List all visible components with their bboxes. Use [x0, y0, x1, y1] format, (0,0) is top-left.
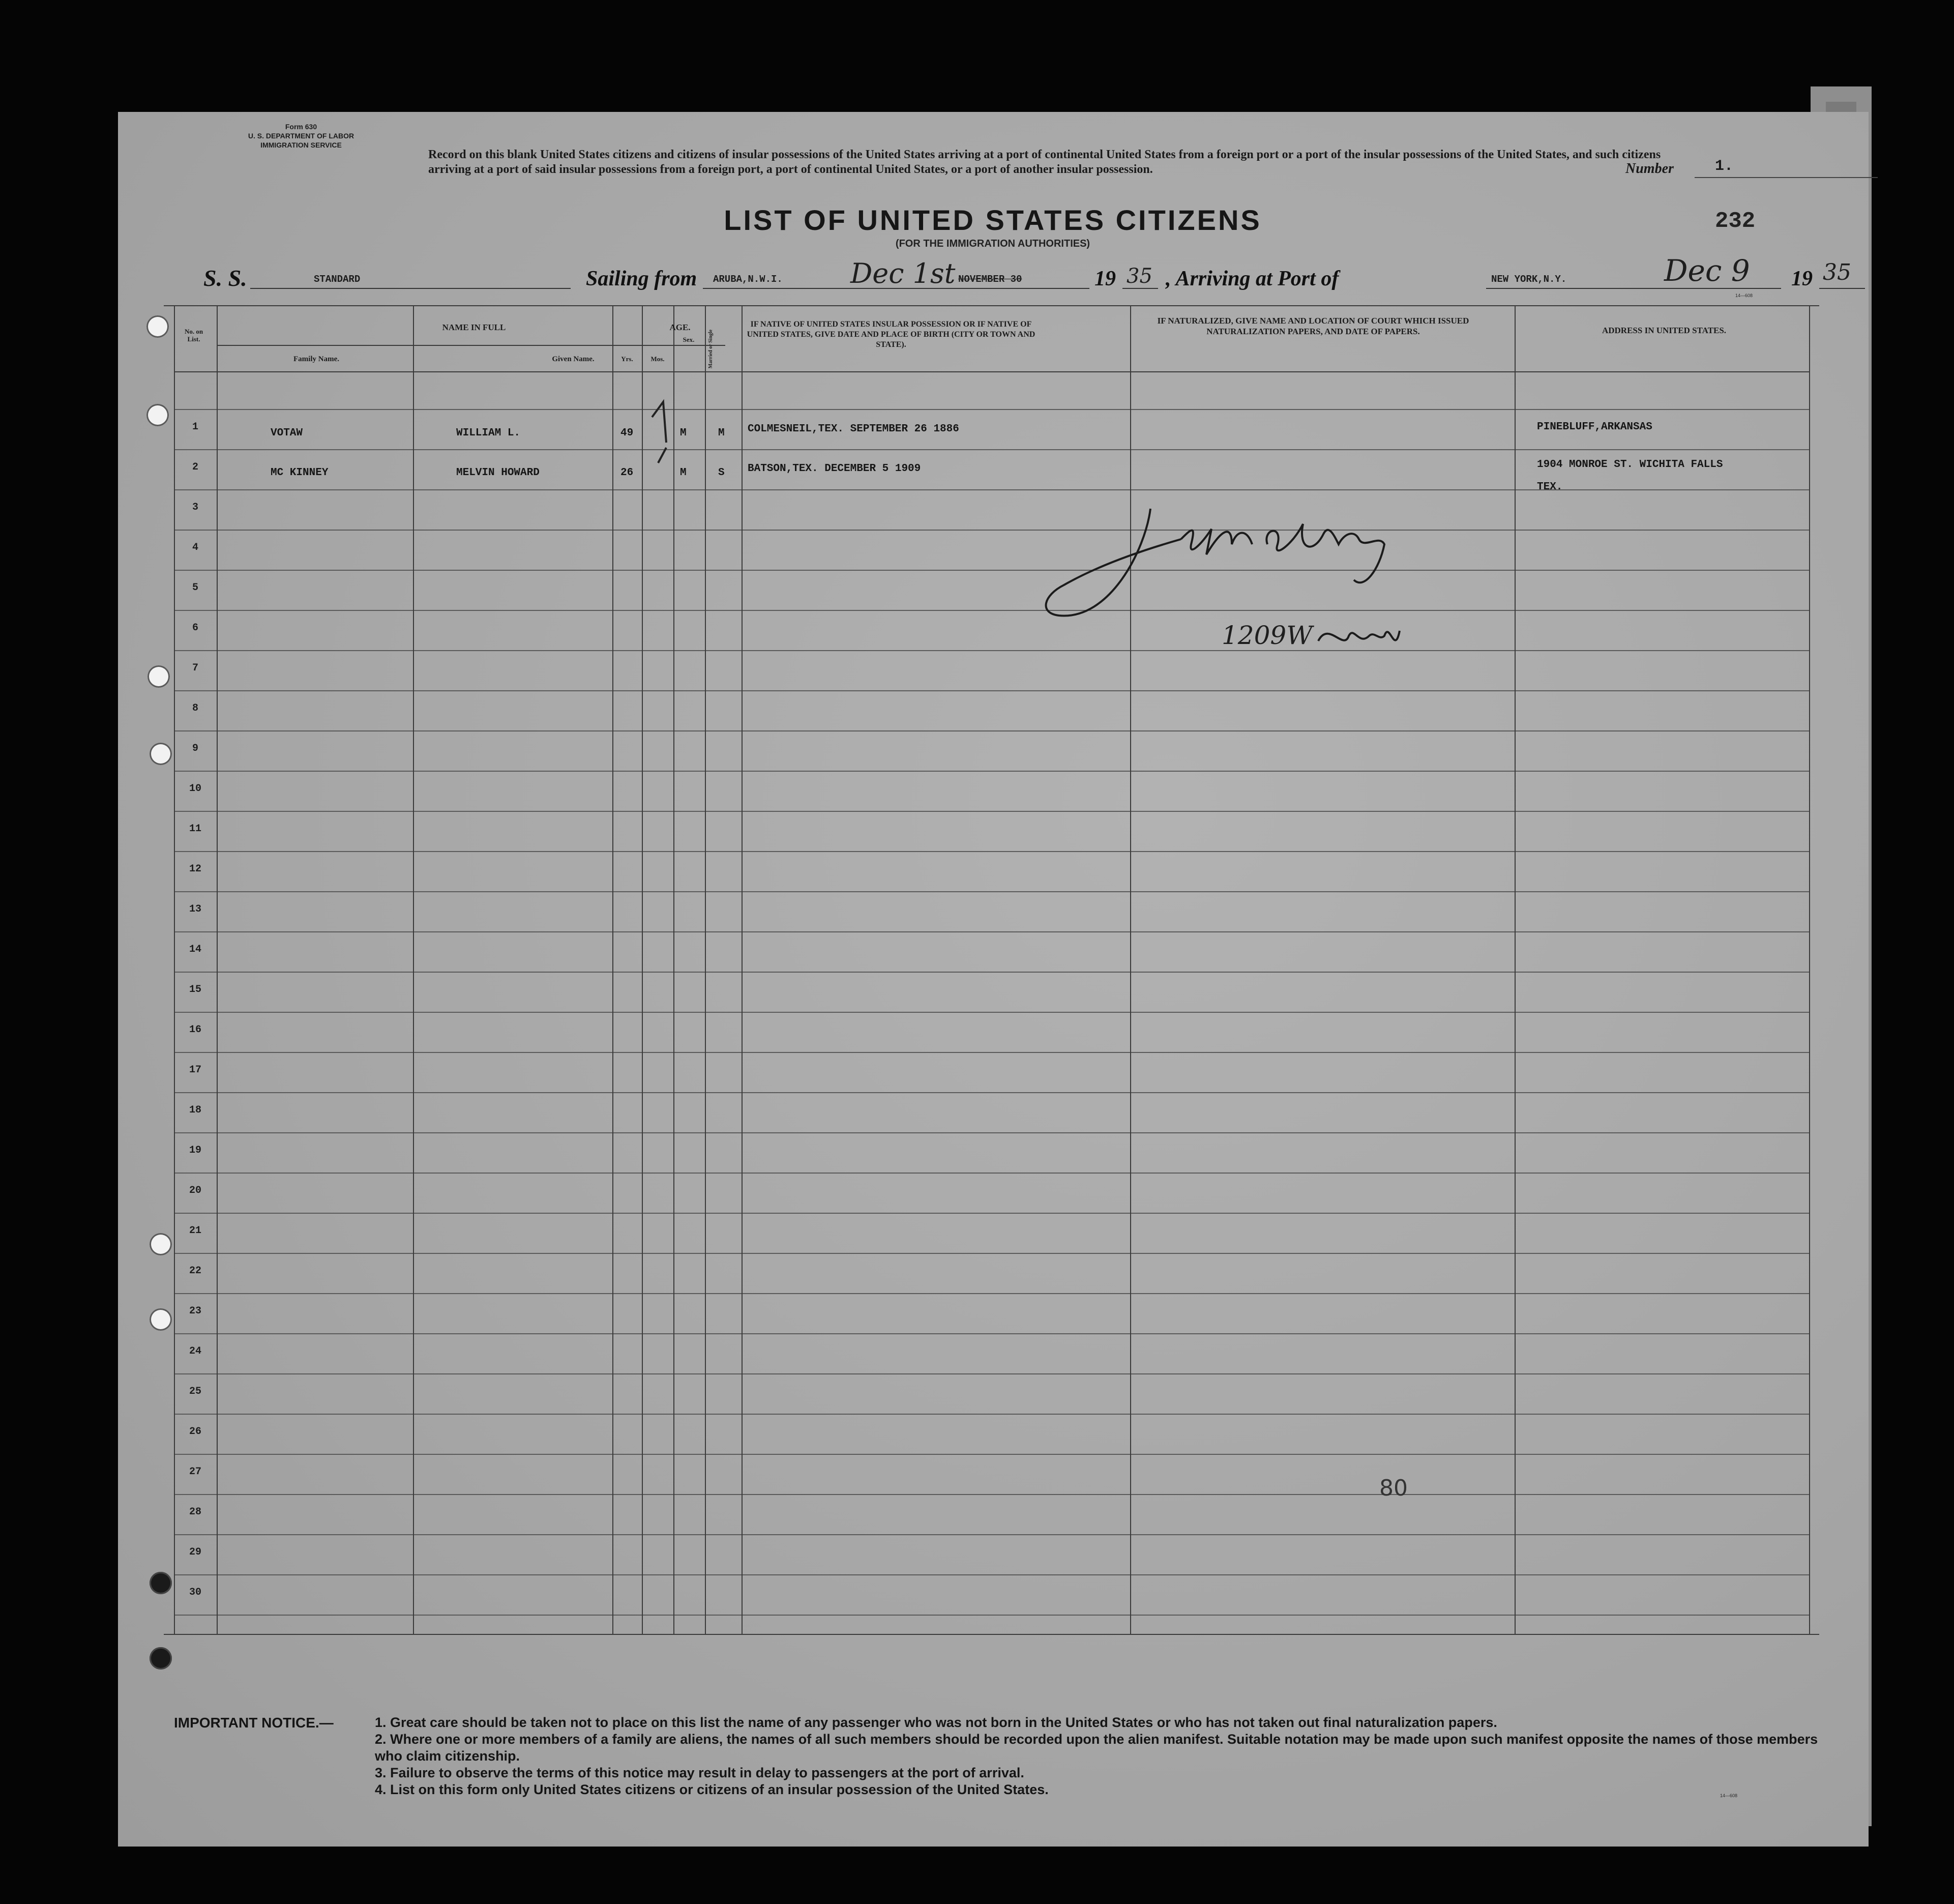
row-number: 8: [192, 702, 198, 714]
notice-item: 1. Great care should be taken not to place on this list the name of any passenger who was not born in the United States or who has not taken out final naturalization papers.: [375, 1715, 1497, 1730]
print-code-top: 14—608: [1735, 293, 1753, 298]
column-header-name-in-full: NAME IN FULL: [442, 323, 506, 332]
service-name: IMMIGRATION SERVICE: [260, 141, 342, 149]
entry-marital-status: M: [718, 427, 725, 439]
row-number: 4: [192, 542, 198, 553]
row-line: [174, 1092, 1809, 1093]
column-divider: [705, 305, 706, 1634]
row-number: 28: [189, 1506, 201, 1518]
row-number: 9: [192, 743, 198, 754]
row-number: 18: [189, 1104, 201, 1116]
row-line: [174, 530, 1809, 531]
column-header-naturalized: IF NATURALIZED, GIVE NAME AND LOCATION OF COURT WHICH ISSUED NATURALIZATION PAPERS, AND DATE OF PAPERS.: [1157, 316, 1469, 336]
column-header-sex: Sex.: [683, 336, 695, 343]
manifest-sheet: [118, 112, 1869, 1847]
row-line: [174, 891, 1809, 892]
row-number: 23: [189, 1305, 201, 1317]
page-title: LIST OF UNITED STATES CITIZENS: [724, 204, 1262, 236]
row-number: 7: [192, 662, 198, 674]
row-number: 21: [189, 1225, 201, 1237]
age-subheader-line: [612, 345, 673, 346]
entry-birth: COLMESNEIL,TEX. SEPTEMBER 26 1886: [748, 423, 959, 435]
list-number: 1.: [1715, 158, 1734, 175]
column-divider: [642, 305, 643, 1634]
row-line: [174, 811, 1809, 812]
row-number: 19: [189, 1145, 201, 1156]
row-number: 1: [192, 421, 198, 433]
entry-family-name: MC KINNEY: [271, 467, 329, 479]
row-line: [174, 1213, 1809, 1214]
table-top-border: [164, 305, 1819, 306]
record-instruction: Record on this blank United States citizens and citizens of insular possessions of the United States arriving at a port of continental United States from a foreign port or a port of the insular possessions of the United States, and such citizens arriving at a port of said insular possessions from a foreign port, a port of continental United States, or a port of another insular possession.: [428, 148, 1661, 176]
row-number: 12: [189, 863, 201, 875]
sailing-from-label: Sailing from: [586, 267, 697, 290]
row-line: [174, 1454, 1809, 1455]
row-line: [174, 1574, 1809, 1575]
row-line: [174, 1173, 1809, 1174]
number-label: Number: [1625, 161, 1674, 177]
punch-hole: [150, 743, 172, 765]
row-line: [174, 771, 1809, 772]
entry-given-name: MELVIN HOWARD: [456, 467, 540, 479]
arriving-label: , Arriving at Port of: [1166, 267, 1339, 290]
row-line: [174, 1253, 1809, 1254]
arriving-year-handwritten: 35: [1823, 259, 1851, 285]
entry-address-line1: 1904 MONROE ST. WICHITA FALLS: [1537, 459, 1723, 471]
notice-items: [375, 1714, 1840, 1798]
punch-hole: [147, 665, 170, 688]
row-number: 22: [189, 1265, 201, 1277]
inspector-signature: [1028, 468, 1486, 682]
column-header-no: No. on List.: [184, 328, 203, 343]
print-code-bottom: 14—608: [1720, 1793, 1738, 1798]
notice-item: 2. Where one or more members of a family are aliens, the names of all such members should be recorded upon the alien manifest. Suitable notation may be made upon such manifest opposite the names of those members who claim citizenship.: [375, 1732, 1818, 1764]
ss-label: S. S.: [203, 265, 247, 291]
sailing-port: ARUBA,N.W.I.: [713, 274, 783, 285]
entry-sex: M: [680, 467, 687, 479]
entry-address-line2: TEX.: [1537, 481, 1563, 493]
row-line: [174, 449, 1809, 450]
row-number: 25: [189, 1386, 201, 1397]
row-number: 20: [189, 1185, 201, 1196]
row-number: 24: [189, 1345, 201, 1357]
row-number: 29: [189, 1546, 201, 1558]
notice-lead: IMPORTANT NOTICE.—: [174, 1715, 334, 1731]
arriving-port: NEW YORK,N.Y.: [1491, 274, 1567, 285]
row-number: 26: [189, 1426, 201, 1438]
column-divider: [1809, 305, 1810, 1634]
row-line: [174, 570, 1809, 571]
punch-hole: [150, 1308, 172, 1331]
column-divider: [217, 305, 218, 1634]
row-line: [174, 650, 1809, 651]
department-name: U. S. DEPARTMENT OF LABOR: [248, 132, 354, 140]
column-divider: [413, 305, 414, 1634]
row-line: [174, 1132, 1809, 1133]
row-line: [174, 730, 1809, 731]
months-tick-marks: [642, 387, 683, 488]
form-number: Form 630: [285, 123, 317, 131]
row-number: 2: [192, 461, 198, 473]
arriving-year-prefix: 19: [1791, 267, 1813, 290]
row-number: 13: [189, 903, 201, 915]
header-bottom-border: [174, 371, 1809, 372]
column-divider: [174, 305, 175, 1634]
column-divider: [1515, 305, 1516, 1634]
entry-marital-status: S: [718, 467, 725, 479]
arriving-date-handwritten: Dec 9: [1664, 253, 1750, 288]
row-line: [174, 1012, 1809, 1013]
page-stamp: 232: [1715, 209, 1756, 234]
row-number: 10: [189, 783, 201, 795]
row-number: 3: [192, 502, 198, 513]
page-subtitle: (FOR THE IMMIGRATION AUTHORITIES): [895, 238, 1090, 249]
punch-hole: [150, 1233, 172, 1255]
row-number: 27: [189, 1466, 201, 1478]
entry-address-line1: PINEBLUFF,ARKANSAS: [1537, 421, 1652, 433]
row-line: [174, 851, 1809, 852]
notice-item: 3. Failure to observe the terms of this notice may result in delay to passengers at the port of arrival.: [375, 1765, 1024, 1780]
column-header-married-or-single: Married or Single: [708, 329, 714, 369]
entry-sex: M: [680, 427, 687, 439]
column-header-address: ADDRESS IN UNITED STATES.: [1602, 326, 1727, 335]
row-number: 30: [189, 1587, 201, 1598]
table-bottom-border: [164, 1634, 1819, 1635]
row-line: [174, 931, 1809, 932]
row-number: 14: [189, 944, 201, 955]
row-line: [174, 1534, 1809, 1535]
entry-age-years: 49: [620, 427, 634, 439]
column-header-given-name: Given Name.: [552, 355, 595, 363]
sailing-year-handwritten: 35: [1127, 265, 1152, 288]
ship-name: STANDARD: [314, 274, 361, 285]
row-line: [174, 1333, 1809, 1334]
row-line: [174, 1414, 1809, 1415]
row-line: [174, 972, 1809, 973]
row-line: [174, 610, 1809, 611]
margin-annotation: 80: [1379, 1475, 1408, 1501]
sailing-date-handwritten: Dec 1st: [850, 257, 956, 289]
entry-birth: BATSON,TEX. DECEMBER 5 1909: [748, 463, 921, 475]
row-number: 17: [189, 1064, 201, 1076]
punch-hole: [150, 1572, 172, 1594]
row-line: [174, 1373, 1809, 1374]
signature-annotation-scrawl: [1313, 610, 1415, 671]
row-line: [174, 409, 1809, 410]
row-line: [174, 1052, 1809, 1053]
row-line: [174, 1293, 1809, 1294]
column-header-mos: Mos.: [650, 355, 665, 363]
entry-family-name: VOTAW: [271, 427, 303, 439]
notice-item: 4. List on this form only United States citizens or citizens of an insular possession of the United States.: [375, 1782, 1049, 1797]
row-line: [174, 489, 1809, 490]
row-number: 6: [192, 622, 198, 634]
column-divider: [673, 305, 674, 1634]
punch-hole: [146, 315, 169, 338]
sailing-date-typed-struck: NOVEMBER 30: [958, 274, 1022, 285]
row-number: 15: [189, 984, 201, 995]
column-header-family-name: Family Name.: [293, 355, 339, 363]
column-header-age: AGE.: [669, 323, 691, 332]
row-number: 5: [192, 582, 198, 594]
row-line: [174, 1494, 1809, 1495]
sailing-year-prefix: 19: [1094, 267, 1116, 290]
column-divider: [612, 305, 613, 1634]
column-header-yrs: Yrs.: [621, 355, 633, 363]
signature-annotation: 1209W: [1222, 621, 1313, 650]
punch-hole: [150, 1647, 172, 1669]
row-number: 11: [189, 823, 201, 835]
punch-hole: [146, 404, 169, 426]
column-divider: [742, 305, 743, 1634]
passenger-table: [118, 112, 1869, 1847]
entry-given-name: WILLIAM L.: [456, 427, 521, 439]
row-line: [174, 690, 1809, 691]
row-line: [174, 1615, 1809, 1616]
row-number: 16: [189, 1024, 201, 1036]
entry-age-years: 26: [620, 467, 634, 479]
column-header-birth: IF NATIVE OF UNITED STATES INSULAR POSSESSION OR IF NATIVE OF UNITED STATES, GIVE DATE AND PLACE OF BIRTH (CITY OR TOWN AND STATE).: [747, 320, 1035, 349]
